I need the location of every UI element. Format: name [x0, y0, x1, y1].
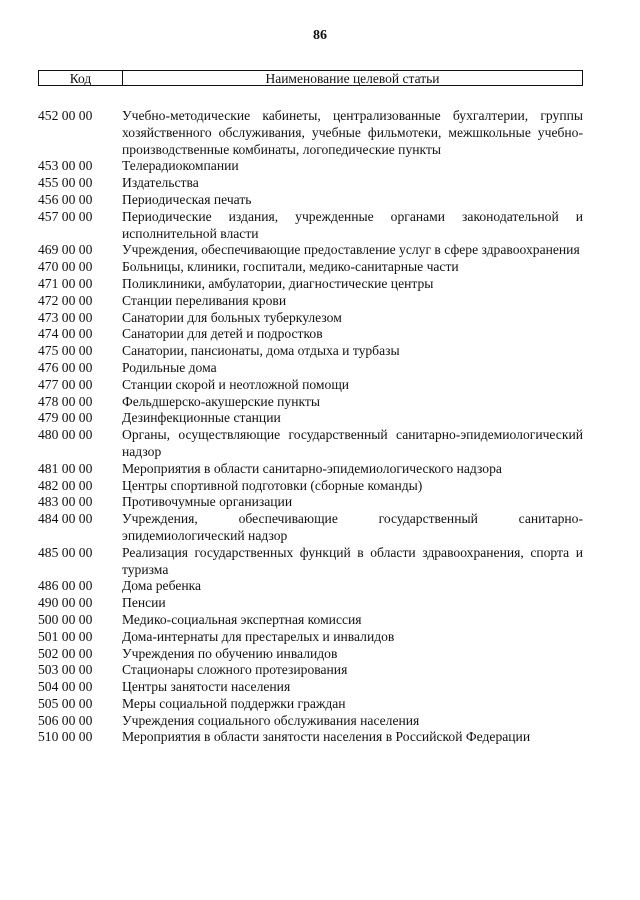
- row-name: Мероприятия в области занятости населения в Российской Федерации: [122, 729, 531, 745]
- row-code: 485 00 00: [38, 544, 93, 560]
- row-name: Пенсии: [122, 595, 166, 611]
- table-row: [38, 326, 583, 343]
- table-row: [38, 713, 583, 730]
- table-row: [38, 293, 583, 310]
- table-row: [38, 410, 583, 427]
- row-code: 474 00 00: [38, 326, 93, 342]
- row-name: Периодические издания, учрежденные органами законодательной и исполнительной власти: [122, 208, 583, 241]
- header-name: Наименование целевой статьи: [265, 71, 440, 86]
- row-name: Противочумные организации: [122, 494, 293, 510]
- page-number: 86: [313, 28, 327, 43]
- table-row: [38, 192, 583, 209]
- table-row: [38, 108, 583, 158]
- table-row: [38, 662, 583, 679]
- row-code: 452 00 00: [38, 108, 93, 123]
- row-code: 453 00 00: [38, 158, 93, 174]
- row-code: 504 00 00: [38, 679, 93, 695]
- row-name: Реализация государственных функций в области здравоохранения, спорта и туризма: [122, 544, 583, 577]
- row-name: Периодическая печать: [122, 191, 252, 207]
- row-code: 455 00 00: [38, 175, 93, 191]
- table-row: [38, 427, 583, 461]
- row-name: Учреждения, обеспечивающие государственный санитарно-эпидемиологический надзор: [122, 511, 583, 543]
- row-code: 478 00 00: [38, 393, 93, 409]
- row-name: Учебно-методические кабинеты, централизованные бухгалтерии, группы хозяйственного обслуживания, учебные фильмотеки, межшкольные учебно-производственные комбинаты, логопедические пункты: [122, 108, 583, 157]
- row-code: 476 00 00: [38, 359, 93, 375]
- row-name: Учреждения по обучению инвалидов: [122, 645, 338, 661]
- table-row: [38, 612, 583, 629]
- table-row: [38, 595, 583, 612]
- table-row: [38, 209, 583, 243]
- row-code: 510 00 00: [38, 729, 93, 745]
- row-name: Органы, осуществляющие государственный санитарно-эпидемиологический надзор: [122, 427, 583, 459]
- row-name: Центры спортивной подготовки (сборные команды): [122, 477, 423, 493]
- table-row: [38, 729, 583, 746]
- row-code: 469 00 00: [38, 242, 93, 258]
- row-name: Больницы, клиники, госпитали, медико-санитарные части: [122, 259, 459, 275]
- row-code: 503 00 00: [38, 662, 93, 678]
- row-code: 456 00 00: [38, 191, 93, 207]
- row-code: 479 00 00: [38, 410, 93, 426]
- table-row: [38, 158, 583, 175]
- table-row: [38, 646, 583, 663]
- row-code: 483 00 00: [38, 494, 93, 510]
- table-row: [38, 259, 583, 276]
- row-name: Телерадиокомпании: [122, 158, 239, 174]
- table-row: [38, 511, 583, 545]
- table-row: [38, 394, 583, 411]
- row-code: 502 00 00: [38, 645, 93, 661]
- row-code: 471 00 00: [38, 275, 93, 291]
- table-row: [38, 494, 583, 511]
- row-name: Фельдшерско-акушерские пункты: [122, 393, 320, 409]
- table-row: [38, 478, 583, 495]
- table-row: [38, 360, 583, 377]
- row-name: Издательства: [122, 175, 199, 191]
- row-code: 477 00 00: [38, 376, 93, 392]
- header-code: Код: [39, 71, 123, 85]
- table-header: [38, 70, 583, 86]
- row-code: 501 00 00: [38, 628, 93, 644]
- row-name: Дома ребенка: [122, 578, 202, 594]
- row-code: 484 00 00: [38, 511, 93, 527]
- table-row: [38, 629, 583, 646]
- row-name: Дезинфекционные станции: [122, 410, 281, 426]
- row-code: 475 00 00: [38, 343, 93, 359]
- row-code: 457 00 00: [38, 208, 93, 224]
- row-name: Учреждения, обеспечивающие предоставление услуг в сфере здравоохранения: [122, 242, 580, 258]
- row-code: 472 00 00: [38, 292, 93, 308]
- row-name: Центры занятости населения: [122, 679, 291, 695]
- row-code: 500 00 00: [38, 611, 93, 627]
- row-code: 490 00 00: [38, 595, 93, 611]
- row-code: 480 00 00: [38, 427, 93, 443]
- row-code: 473 00 00: [38, 309, 93, 325]
- table-body: [38, 108, 583, 746]
- table-row: [38, 578, 583, 595]
- row-code: 481 00 00: [38, 460, 93, 476]
- row-code: 506 00 00: [38, 712, 93, 728]
- table-row: [38, 310, 583, 327]
- table-row: [38, 343, 583, 360]
- row-name: Меры социальной поддержки граждан: [122, 695, 346, 711]
- table-row: [38, 175, 583, 192]
- table-row: [38, 242, 583, 259]
- row-code: 482 00 00: [38, 477, 93, 493]
- row-name: Учреждения социального обслуживания населения: [122, 712, 420, 728]
- row-code: 486 00 00: [38, 578, 93, 594]
- row-name: Станции скорой и неотложной помощи: [122, 376, 350, 392]
- table-row: [38, 377, 583, 394]
- row-name: Поликлиники, амбулатории, диагностические центры: [122, 275, 434, 291]
- table-row: [38, 276, 583, 293]
- row-name: Санатории для больных туберкулезом: [122, 309, 342, 325]
- table-row: [38, 679, 583, 696]
- row-code: 505 00 00: [38, 695, 93, 711]
- row-name: Дома-интернаты для престарелых и инвалидов: [122, 628, 395, 644]
- row-name: Станции переливания крови: [122, 292, 287, 308]
- row-name: Санатории, пансионаты, дома отдыха и турбазы: [122, 343, 400, 359]
- table-row: [38, 696, 583, 713]
- table-row: [38, 545, 583, 579]
- table-row: [38, 461, 583, 478]
- row-name: Мероприятия в области санитарно-эпидемиологического надзора: [122, 460, 502, 476]
- row-name: Родильные дома: [122, 359, 217, 375]
- row-name: Стационары сложного протезирования: [122, 662, 348, 678]
- row-name: Медико-социальная экспертная комиссия: [122, 611, 362, 627]
- row-code: 470 00 00: [38, 259, 93, 275]
- row-name: Санатории для детей и подростков: [122, 326, 323, 342]
